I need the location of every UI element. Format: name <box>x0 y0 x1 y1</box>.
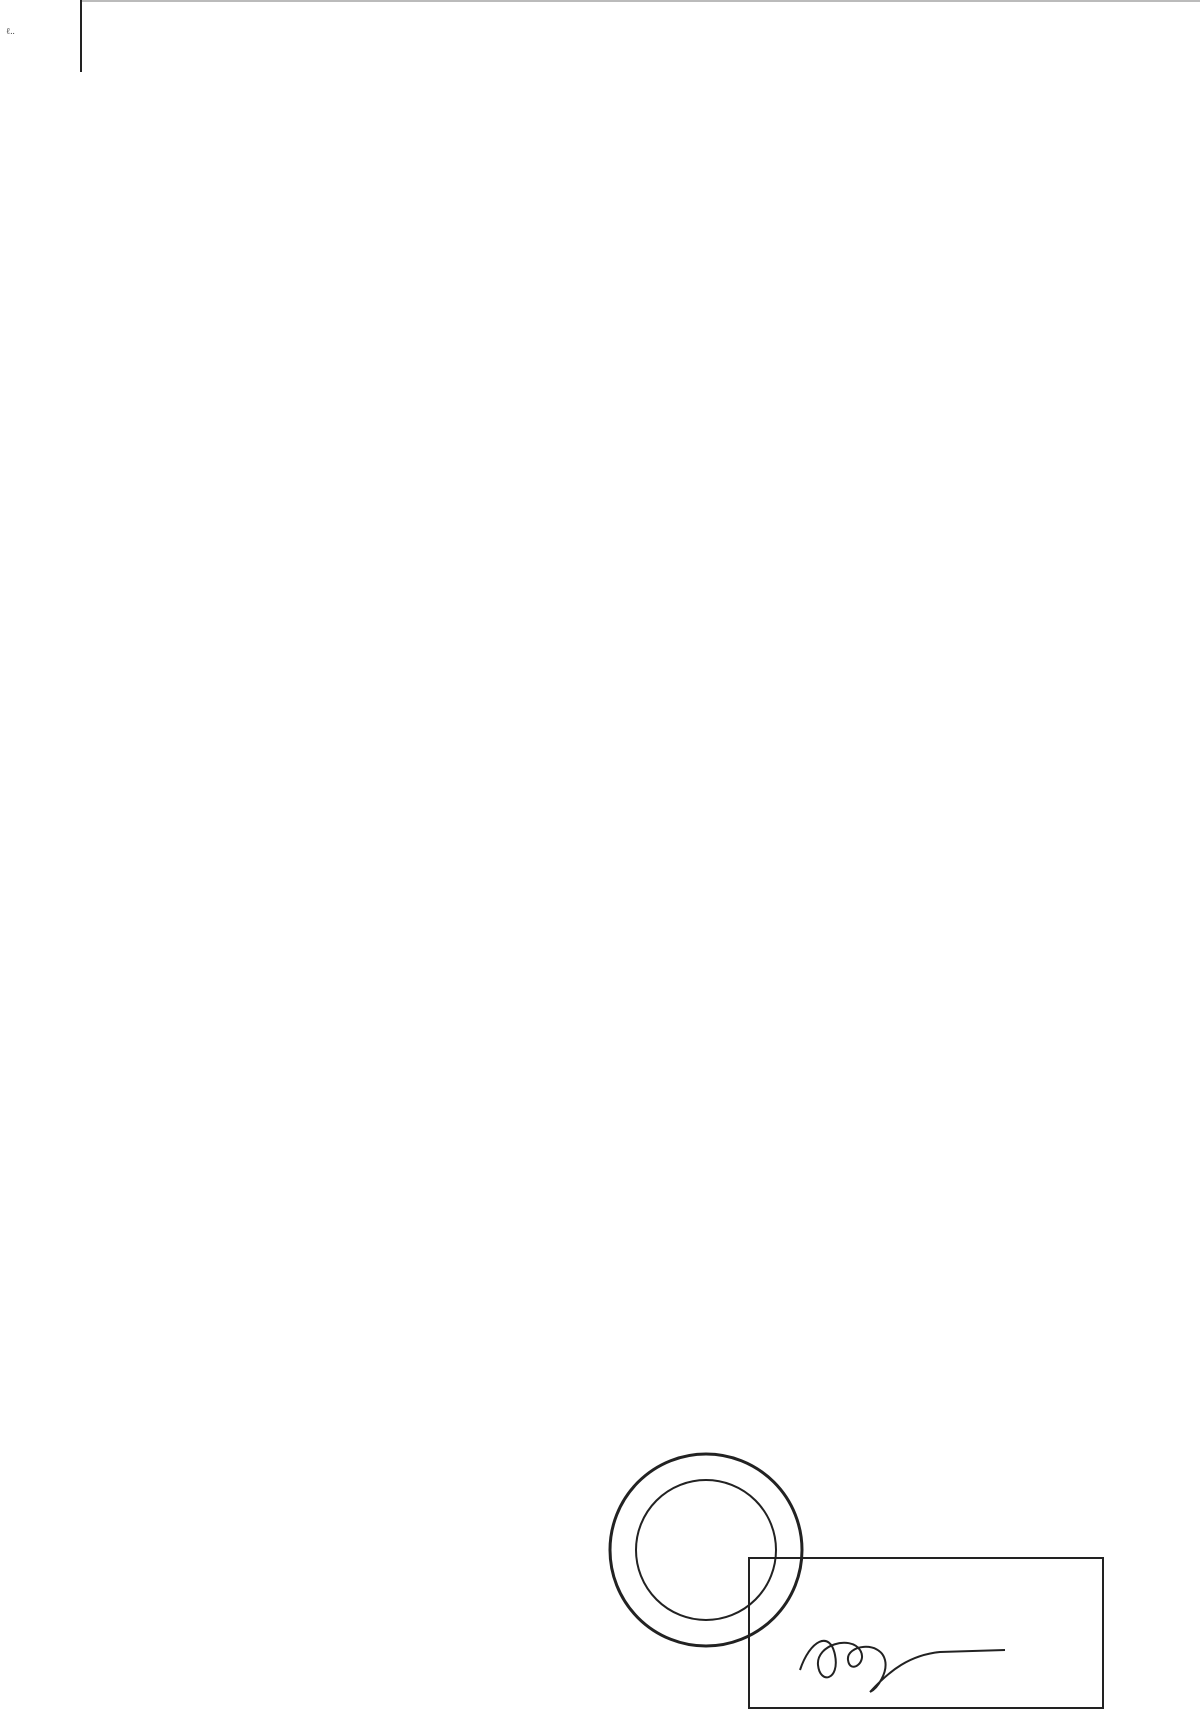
handwritten-signature <box>790 1600 1010 1695</box>
scan-top-edge <box>80 0 1200 2</box>
scan-mark: ℓ.. <box>6 26 15 36</box>
scan-left-edge <box>80 0 82 72</box>
